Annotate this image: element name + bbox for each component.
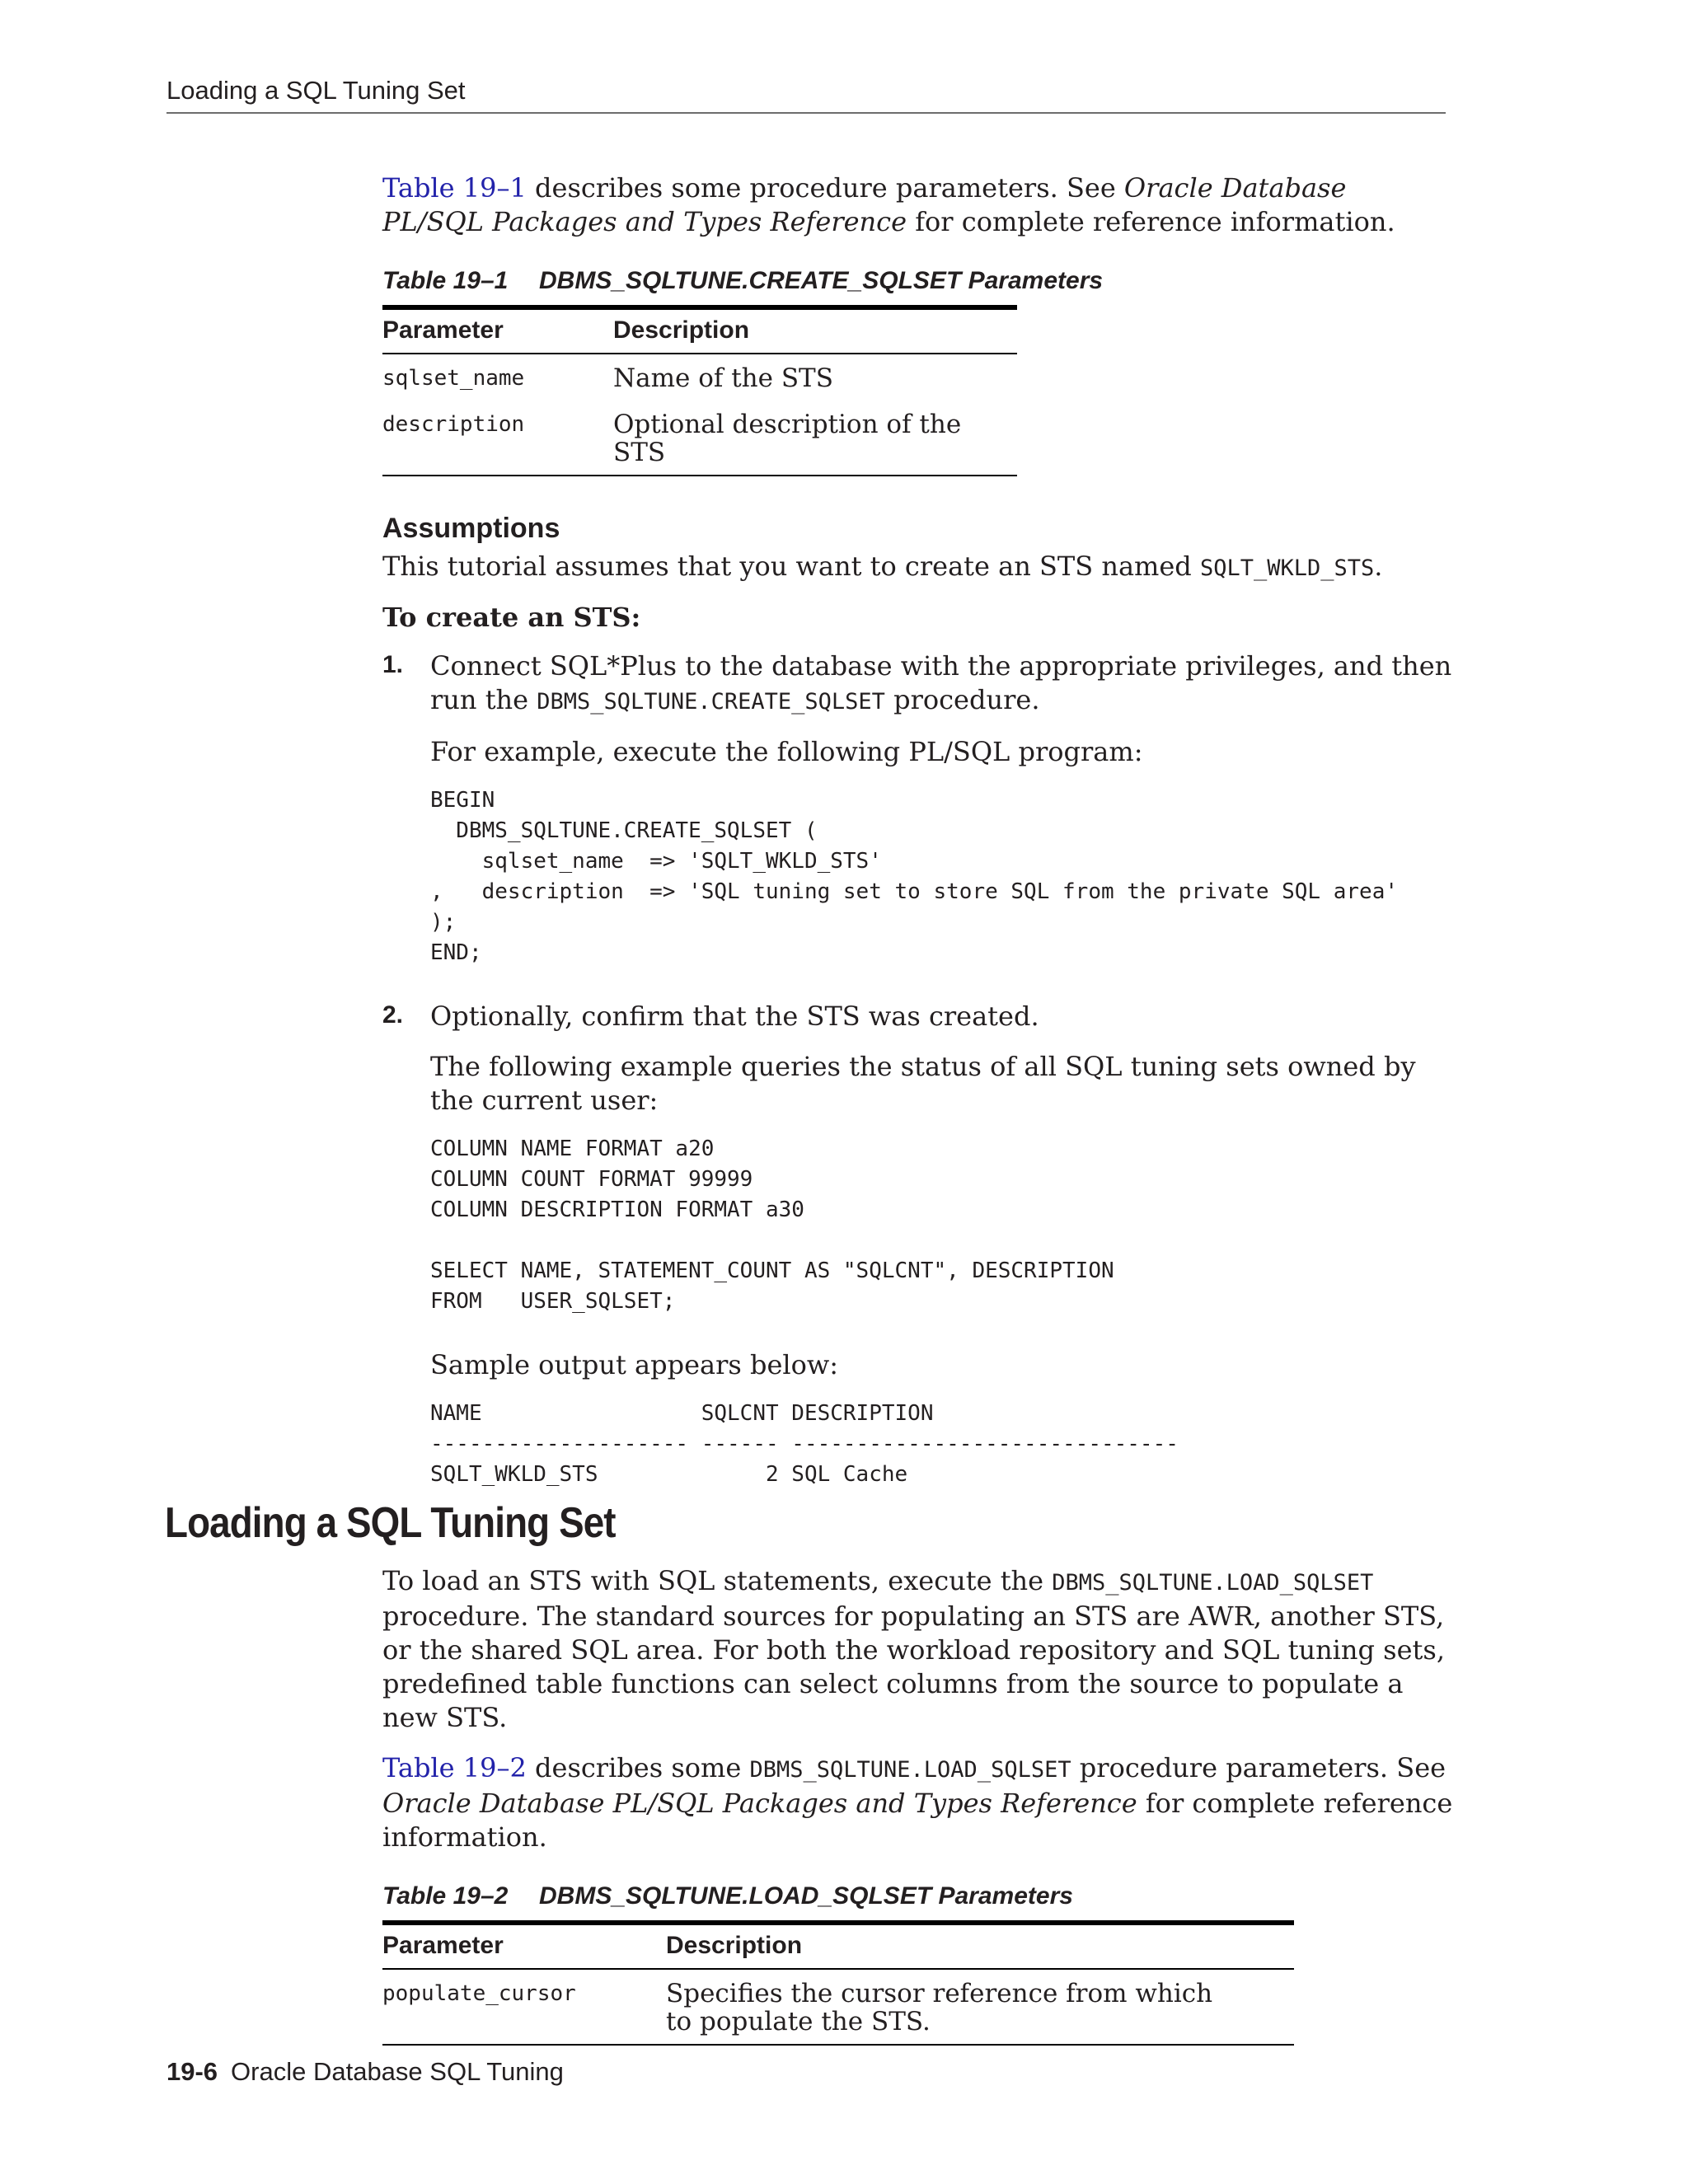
assumptions-text: This tutorial assumes that you want to create an STS named bbox=[382, 551, 1200, 582]
step-2-subtext: The following example queries the status of all SQL tuning sets owned by the current user: bbox=[430, 1051, 1416, 1116]
section-title: Loading a SQL Tuning Set bbox=[165, 1499, 616, 1547]
param-description: Name of the STS bbox=[613, 363, 833, 393]
page-footer bbox=[166, 2057, 564, 2087]
table-header-row bbox=[382, 1923, 1294, 1969]
table-19-2-link[interactable]: Table 19–2 bbox=[382, 1752, 527, 1783]
main-content bbox=[382, 171, 1454, 1521]
section-paragraph-2 bbox=[382, 1751, 1454, 1854]
query-code-block: COLUMN NAME FORMAT a20 COLUMN COUNT FORMAT 99999 COLUMN DESCRIPTION FORMAT a30 SELECT NAME, STATEMENT_COUNT AS "SQLCNT", DESCRIPTION FROM USER_SQLSET; bbox=[430, 1137, 1114, 1314]
page-number: 19-6 bbox=[166, 2057, 218, 2086]
table-1 bbox=[382, 305, 1017, 476]
procedure-code: DBMS_SQLTUNE.CREATE_SQLSET bbox=[537, 689, 885, 715]
table-header-row bbox=[382, 307, 1017, 354]
assumptions-end: . bbox=[1374, 551, 1383, 582]
intro-paragraph bbox=[382, 171, 1454, 239]
book-title: Oracle Database PL/SQL Packages and Types Reference bbox=[382, 172, 1347, 237]
section-body bbox=[382, 1564, 1454, 2082]
table-row bbox=[382, 1969, 1294, 2045]
section-paragraph-1 bbox=[382, 1564, 1454, 1735]
section-text: describes some bbox=[526, 1752, 750, 1783]
param-description: Specifies the cursor reference from which to populate the STS. bbox=[666, 1979, 1213, 2036]
book-title: Oracle Database PL/SQL Packages and Types Reference bbox=[382, 1788, 1137, 1819]
intro-text: describes some procedure parameters. See bbox=[526, 172, 1124, 204]
table-2 bbox=[382, 1920, 1294, 2046]
step-1-text bbox=[430, 649, 1454, 719]
sts-name-code: SQLT_WKLD_STS bbox=[1199, 555, 1375, 581]
footer-book-title: Oracle Database SQL Tuning bbox=[231, 2057, 564, 2086]
load-sqlset-code: DBMS_SQLTUNE.LOAD_SQLSET bbox=[749, 1757, 1071, 1783]
running-header-title: Loading a SQL Tuning Set bbox=[166, 76, 466, 105]
procedure-heading: To create an STS: bbox=[382, 602, 641, 633]
param-name: description bbox=[382, 412, 525, 437]
table-row bbox=[382, 401, 1017, 476]
running-header bbox=[166, 76, 1446, 114]
table-2-number: Table 19–2 bbox=[382, 1882, 509, 1910]
sample-output-block: NAME SQLCNT DESCRIPTION -------------------- ------ ------------------------------ SQLT_WKLD_STS 2 SQL Cache bbox=[430, 1401, 1179, 1487]
column-header-description: Description bbox=[666, 1923, 1294, 1969]
table-2-caption bbox=[382, 1882, 1454, 1910]
table-1-caption bbox=[382, 267, 1454, 295]
sample-output-label: Sample output appears below: bbox=[430, 1349, 839, 1380]
section-text: procedure parameters. See bbox=[1071, 1752, 1447, 1783]
param-name: sqlset_name bbox=[382, 366, 525, 391]
section-text-end: for complete reference information. bbox=[382, 1788, 1453, 1853]
column-header-parameter: Parameter bbox=[382, 307, 613, 354]
step-2 bbox=[382, 1000, 1454, 1490]
table-2-title: DBMS_SQLTUNE.LOAD_SQLSET Parameters bbox=[539, 1882, 1073, 1910]
step-1-subtext: For example, execute the following PL/SQL program: bbox=[430, 736, 1143, 767]
table-row bbox=[382, 354, 1017, 401]
step-1 bbox=[382, 649, 1454, 968]
table-1-number: Table 19–1 bbox=[382, 267, 509, 294]
section-text: To load an STS with SQL statements, execute the bbox=[382, 1565, 1053, 1596]
section-text-end: procedure. The standard sources for populating an STS are AWR, another STS, or the shared SQL area. For both the workload repository and SQL tuning sets, predefined table functions can select columns from the source to populate a new STS. bbox=[382, 1601, 1445, 1733]
table-19-1-link[interactable]: Table 19–1 bbox=[382, 172, 527, 204]
column-header-description: Description bbox=[613, 307, 1017, 354]
step-text: Connect SQL*Plus to the database with the appropriate privileges, and then run the bbox=[430, 650, 1452, 715]
intro-text-end: for complete reference information. bbox=[907, 206, 1395, 237]
param-description: Optional description of the STS bbox=[613, 410, 962, 467]
assumptions-heading: Assumptions bbox=[382, 513, 560, 544]
column-header-parameter: Parameter bbox=[382, 1923, 666, 1969]
table-1-title: DBMS_SQLTUNE.CREATE_SQLSET Parameters bbox=[539, 267, 1104, 294]
plsql-code-block: BEGIN DBMS_SQLTUNE.CREATE_SQLSET ( sqlset_name => 'SQLT_WKLD_STS' , description => 'SQL tuning set to store SQL from the private SQL area' ); END; bbox=[430, 788, 1398, 965]
param-name: populate_cursor bbox=[382, 1981, 576, 2006]
load-sqlset-code: DBMS_SQLTUNE.LOAD_SQLSET bbox=[1052, 1570, 1374, 1596]
step-text-end: procedure. bbox=[884, 684, 1040, 715]
step-2-text: Optionally, confirm that the STS was created. bbox=[430, 1001, 1039, 1032]
step-number: 2. bbox=[382, 1001, 404, 1029]
assumptions-paragraph bbox=[382, 550, 1454, 585]
step-number: 1. bbox=[382, 651, 404, 678]
steps-list bbox=[382, 649, 1454, 1490]
